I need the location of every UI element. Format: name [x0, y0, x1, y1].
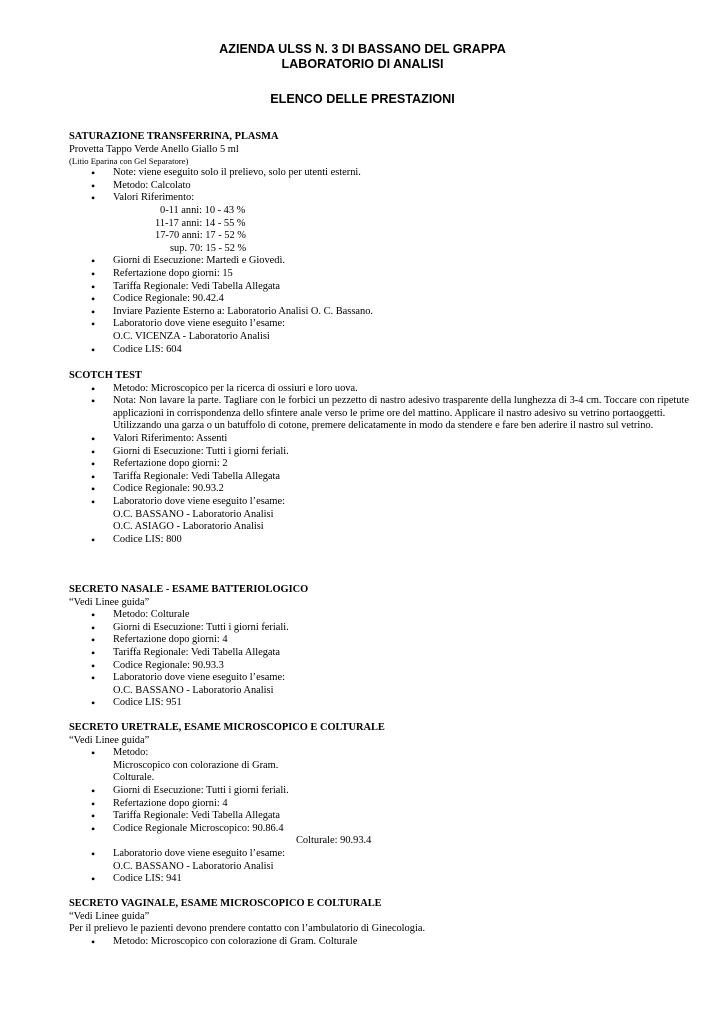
laboratory-name: O.C. BASSANO - Laboratorio Analisi: [113, 508, 274, 520]
list-item-giorni: • Giorni di Esecuzione: Tutti i giorni feriali.: [69, 622, 689, 635]
list-item-laboratorio: • Laboratorio dove viene eseguito l’esame:: [69, 496, 689, 509]
list-item-metodo: • Metodo: Microscopico con colorazione di Gram. Colturale: [69, 936, 689, 949]
laboratory-name: O.C. BASSANO - Laboratorio Analisi: [113, 684, 274, 696]
list-item-metodo: • Metodo: Colturale: [69, 609, 689, 622]
list-item-tariffa: • Tariffa Regionale: Vedi Tabella Allegata: [69, 281, 689, 294]
section-title: SATURAZIONE TRANSFERRINA, PLASMA: [69, 131, 279, 142]
reference-range: sup. 70: 15 - 52 %: [170, 242, 247, 254]
reference-range: 11-17 anni: 14 - 55 %: [155, 217, 246, 229]
section-secreto-vaginale: [69, 898, 689, 948]
tube-note: (Litio Eparina con Gel Separatore): [69, 156, 189, 167]
header-organization: AZIENDA ULSS N. 3 DI BASSANO DEL GRAPPA: [219, 42, 506, 56]
list-item-metodo: • Metodo: Microscopico per la ricerca di ossiuri e loro uova.: [69, 383, 689, 396]
list-item-giorni: • Giorni di Esecuzione: Tutti i giorni feriali.: [69, 446, 689, 459]
list-item-refertazione: • Refertazione dopo giorni: 2: [69, 458, 689, 471]
section-title: SECRETO URETRALE, ESAME MICROSCOPICO E COLTURALE: [69, 722, 385, 733]
section-saturazione-transferrina: [69, 131, 689, 356]
reference-range: 17-70 anni: 17 - 52 %: [155, 230, 246, 242]
regional-code-colturale: Colturale: 90.93.4: [296, 835, 372, 847]
reference-range: 0-11 anni: 10 - 43 %: [160, 204, 246, 216]
guidelines-reference: “Vedi Linee guida”: [69, 596, 150, 608]
section-title: SECRETO VAGINALE, ESAME MICROSCOPICO E COLTURALE: [69, 898, 382, 909]
section-secreto-uretrale: [69, 722, 689, 886]
list-item-codice-lis: • Codice LIS: 800: [69, 534, 689, 547]
list-item-metodo: • Metodo:: [69, 747, 689, 760]
list-item-codice-regionale: • Codice Regionale: 90.93.2: [69, 483, 689, 496]
list-item-codice-regionale: • Codice Regionale: 90.93.3: [69, 660, 689, 673]
list-item-codice-lis: • Codice LIS: 604: [69, 344, 689, 357]
method-detail: Colturale.: [113, 772, 155, 784]
guidelines-reference: “Vedi Linee guida”: [69, 734, 150, 746]
list-item-giorni: • Giorni di Esecuzione: Martedì e Giovedì.: [69, 255, 689, 268]
guidelines-reference: “Vedi Linee guida”: [69, 910, 150, 922]
header-laboratory: LABORATORIO DI ANALISI: [281, 57, 444, 71]
section-title: SECRETO NASALE - ESAME BATTERIOLOGICO: [69, 584, 309, 595]
section-scotch-test: [69, 370, 689, 546]
list-item-refertazione: • Refertazione dopo giorni: 4: [69, 798, 689, 811]
list-item-codice-regionale: • Codice Regionale: 90.42.4: [69, 293, 689, 306]
list-item-tariffa: • Tariffa Regionale: Vedi Tabella Allegata: [69, 471, 689, 484]
header-list-title: ELENCO DELLE PRESTAZIONI: [270, 92, 455, 106]
list-item-metodo: • Metodo: Calcolato: [69, 180, 689, 193]
list-item-laboratorio: • Laboratorio dove viene eseguito l’esame:: [69, 318, 689, 331]
laboratory-name: O.C. BASSANO - Laboratorio Analisi: [113, 860, 274, 872]
note-continuation: Utilizzando una garza o un batuffolo di cotone, premere delicatamente in modo da stendere e fare ben aderire il nastro sul vetrino.: [113, 420, 654, 432]
list-item-laboratorio: • Laboratorio dove viene eseguito l’esame:: [69, 672, 689, 685]
tube-info: Provetta Tappo Verde Anello Giallo 5 ml: [69, 143, 239, 155]
section-secreto-nasale: [69, 584, 689, 710]
list-item-laboratorio: • Laboratorio dove viene eseguito l’esame:: [69, 848, 689, 861]
list-item-codice-lis: • Codice LIS: 941: [69, 873, 689, 886]
list-item-valori: • Valori Riferimento: Assenti: [69, 433, 689, 446]
list-item-codice-regionale: • Codice Regionale Microscopico: 90.86.4: [69, 823, 689, 836]
list-item-codice-lis: • Codice LIS: 951: [69, 697, 689, 710]
list-item-tariffa: • Tariffa Regionale: Vedi Tabella Allegata: [69, 647, 689, 660]
laboratory-name: O.C. VICENZA - Laboratorio Analisi: [113, 330, 270, 342]
method-detail: Microscopico con colorazione di Gram.: [113, 759, 279, 771]
list-item-valori: • Valori Riferimento:: [69, 192, 689, 205]
list-item-nota: • Nota: Non lavare la parte. Tagliare con le forbici un pezzetto di nastro adesivo trasparente della lunghezza di 3-4 cm. Toccare con ripetute applicazioni in corrispondenza dello sfintere anale verso le prime ore del mattino. Applicare il nastro adesivo su vetrino portaoggetti.: [69, 395, 689, 420]
list-item-refertazione: • Refertazione dopo giorni: 15: [69, 268, 689, 281]
list-item-refertazione: • Refertazione dopo giorni: 4: [69, 634, 689, 647]
list-item-tariffa: • Tariffa Regionale: Vedi Tabella Allegata: [69, 810, 689, 823]
list-item-inviare: • Inviare Paziente Esterno a: Laboratorio Analisi O. C. Bassano.: [69, 306, 689, 319]
laboratory-name: O.C. ASIAGO - Laboratorio Analisi: [113, 521, 264, 533]
section-title: SCOTCH TEST: [69, 370, 142, 381]
list-item-giorni: • Giorni di Esecuzione: Tutti i giorni feriali.: [69, 785, 689, 798]
list-item-note: • Note: viene eseguito solo il prelievo, solo per utenti esterni.: [69, 167, 689, 180]
sampling-note: Per il prelievo le pazienti devono prendere contatto con l’ambulatorio di Ginecologia.: [69, 923, 426, 935]
